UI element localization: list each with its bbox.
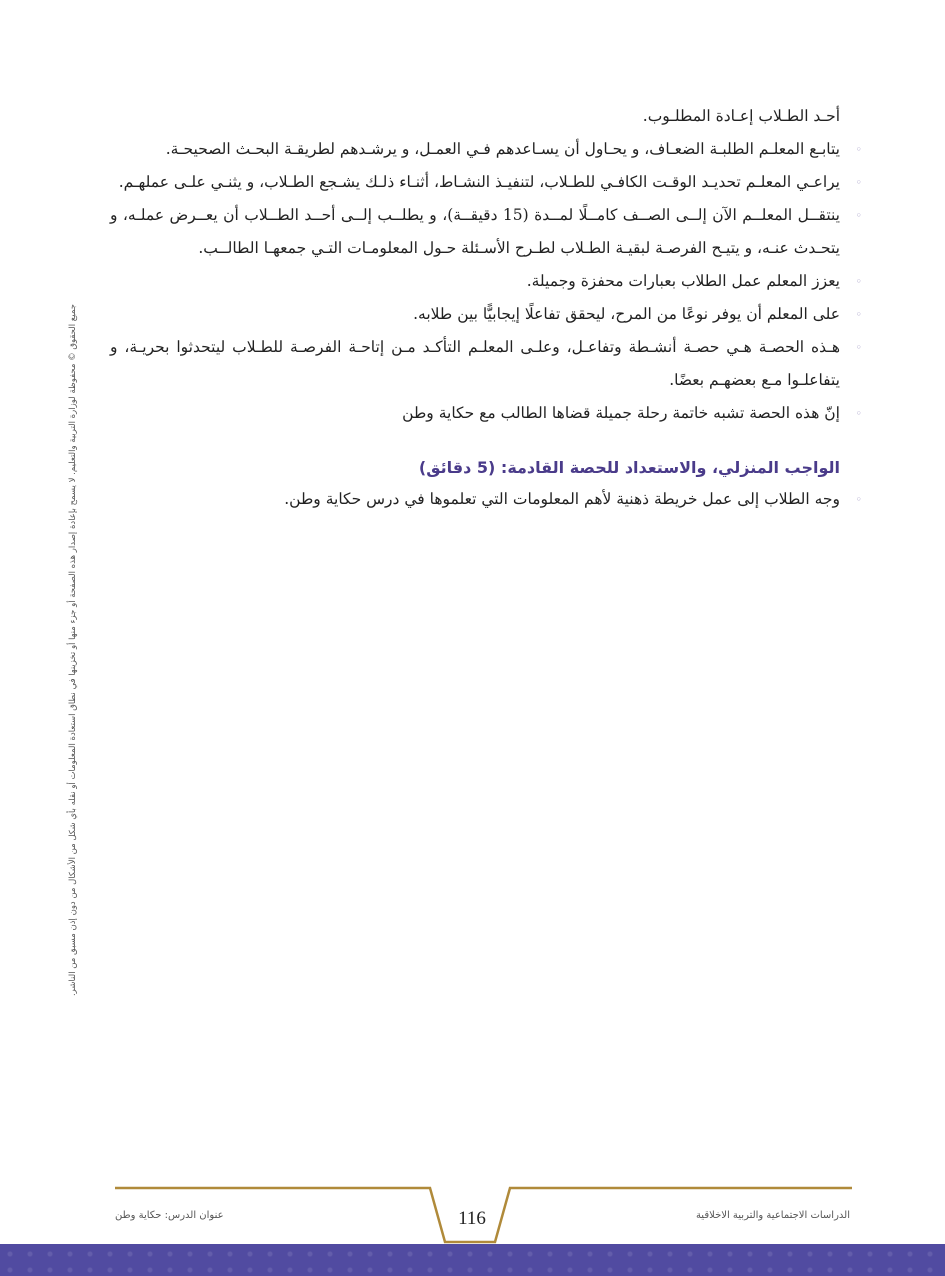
bullet-icon: ◦ [855,143,862,156]
footer-lesson-title: عنوان الدرس: حكاية وطن [115,1210,224,1221]
list-item: ◦ على المعلم أن يوفر نوعًا من المرح، ليحقق تفاعلًا إيجابيًّا بين طلابه. [110,298,840,331]
list-item: ◦ هـذه الحصـة هـي حصـة أنشـطة وتفاعـل، وعلـى المعلـم التأكـد مـن إتاحـة الفرصـة للطـلاب ليتحدثوا بحريـة، و يتفاعلـوا مـع بعضهـم بعضًا. [110,331,840,397]
bullet-icon: ◦ [855,209,862,222]
bullet-icon: ◦ [855,341,862,354]
footer-subject: الدراسات الاجتماعية والتربية الاخلاقية [695,1210,850,1221]
copyright-text: جميع الحقوق © محفوظة لوزارة التربية والتعليم. لا يسمح بإعادة إصدار هذه الصفحة أو جزء منها أو تخزينها في نطاق استعادة المعلومات أو نقله بأي شكل من الأشكال من دون إذن مسبق من الناشر. [68,303,78,997]
bullet-icon: ◦ [855,308,862,321]
homework-section-title: الواجب المنزلي، والاستعداد للحصة القادمة: (5 دقائق) [418,458,840,477]
list-item: ◦ ينتقــل المعلــم الآن إلــى الصــف كامــلًا لمــدة (15 دقيقــة)، و يطلــب إلــى أحــد الطــلاب أن يعــرض عملـه، و يتحـدث عنـه، و يتيـح الفرصـة لبقيـة الطـلاب لطـرح الأسـئلة حـول المعلومـات التـي جمعهـا الطالــب. [110,199,840,265]
activity-bullet-list [110,133,862,430]
homework-bullet-list [110,483,862,516]
list-item: ◦ إنّ هذه الحصة تشبه خاتمة رحلة جميلة قضاها الطالب مع حكاية وطن [110,397,840,430]
list-item: ◦ وجه الطلاب إلى عمل خريطة ذهنية لأهم المعلومات التي تعلموها في درس حكاية وطن. [110,483,840,516]
bottom-decorative-band [0,1244,945,1276]
bullet-icon: ◦ [855,493,862,506]
bullet-icon: ◦ [855,407,862,420]
bullet-icon: ◦ [855,275,862,288]
list-item: ◦ يراعـي المعلـم تحديـد الوقـت الكافـي للطـلاب، لتنفيـذ النشـاط، أثنـاء ذلـك يشـجع الطـلاب، و يثنـي علـى عملهـم. [110,166,840,199]
copyright-sidebar [62,290,84,1010]
bullet-icon: ◦ [855,176,862,189]
page-number: 116 [458,1208,486,1229]
list-item: ◦ يعزز المعلم عمل الطلاب بعبارات محفزة وجميلة. [110,265,840,298]
intro-line: أحـد الطـلاب إعـادة المطلـوب. [642,107,840,125]
list-item: ◦ يتابـع المعلـم الطلبـة الضعـاف، و يحـاول أن يسـاعدهم فـي العمـل، و يرشـدهم لطريقـة البحـث الصحيحـة. [110,133,840,166]
page-content [110,100,862,516]
